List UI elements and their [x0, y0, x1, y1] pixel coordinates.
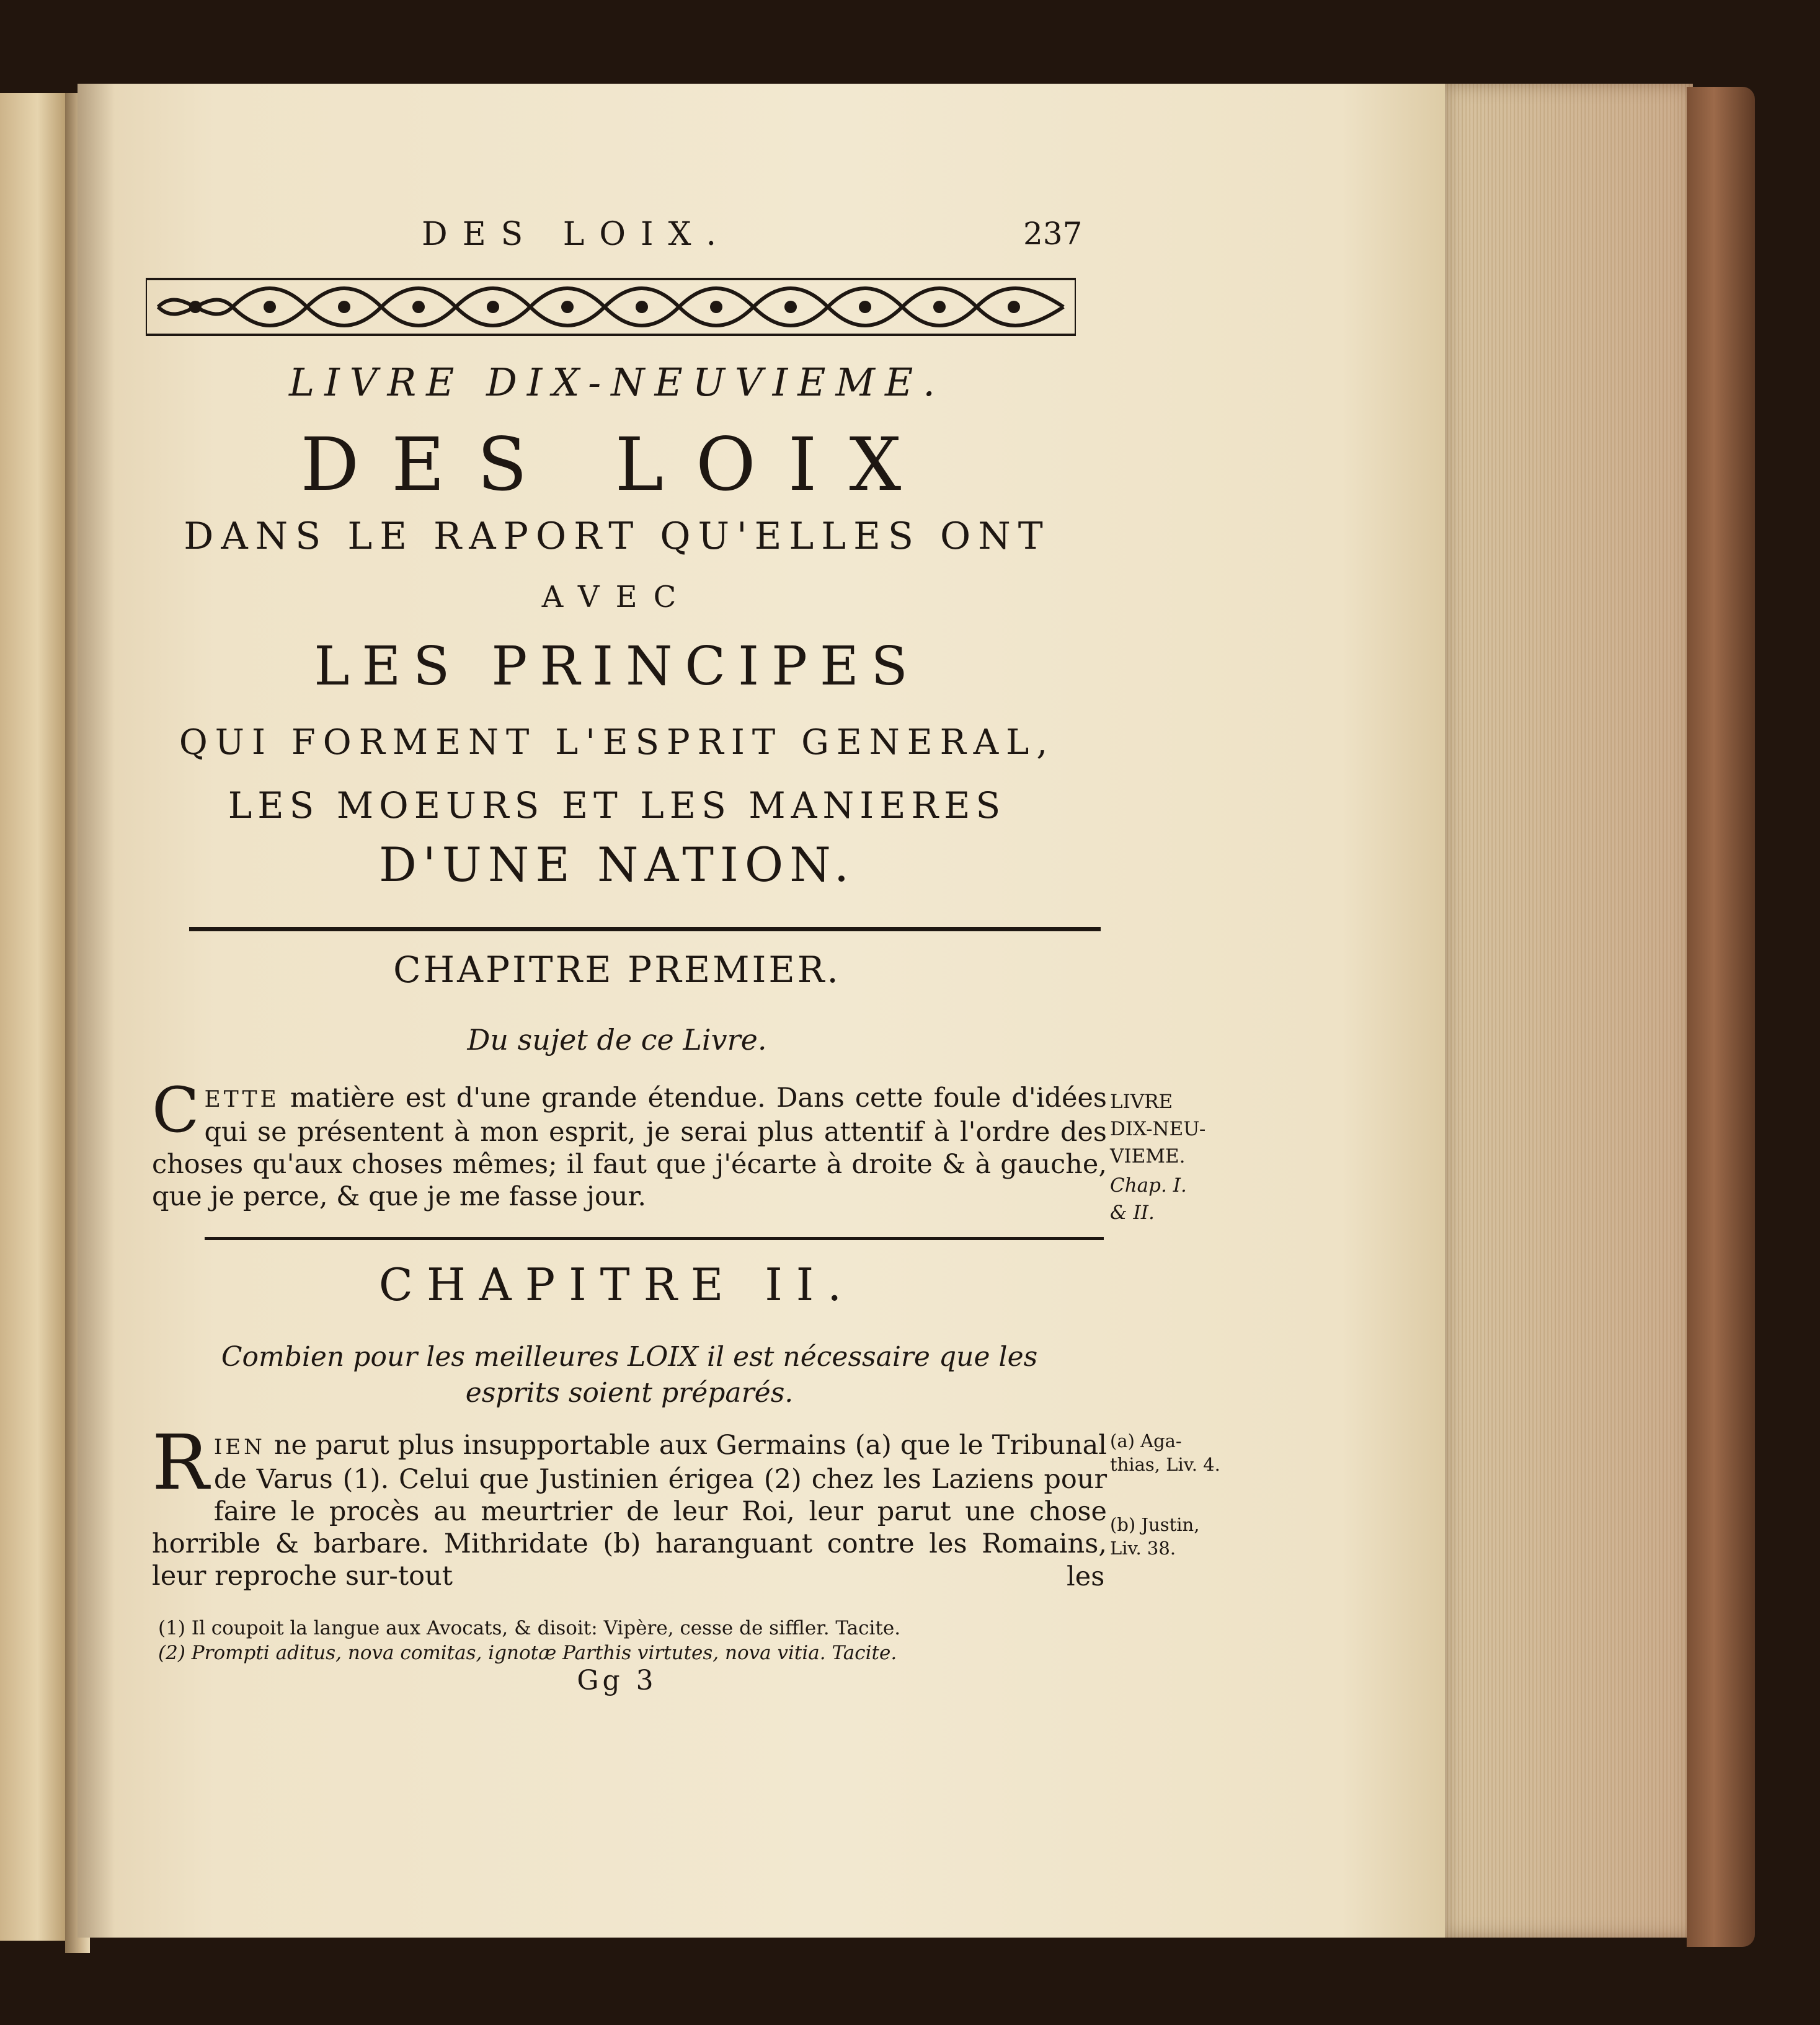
margin-note-book: LIVRE DIX-NEU- VIEME.	[1110, 1091, 1206, 1168]
margin-note-justin: (b) Justin, Liv. 38.	[1110, 1514, 1200, 1559]
running-head: DES LOIX.	[422, 216, 732, 253]
small-caps-lead: ETTE	[204, 1087, 280, 1112]
drop-cap: R	[152, 1419, 209, 1507]
small-caps-lead: IEN	[213, 1435, 265, 1460]
chapter-1-subtitle: Du sujet de ce Livre.	[467, 1023, 767, 1057]
title-line-4: LES PRINCIPES	[314, 636, 920, 698]
catchword: les	[1067, 1561, 1105, 1592]
title-line-2: DANS LE RAPORT QU'ELLES ONT	[184, 515, 1050, 558]
margin-note-agathias: (a) Aga- thias, Liv. 4.	[1110, 1430, 1220, 1475]
decorative-headpiece	[146, 273, 1076, 341]
title-line-3: AVEC	[541, 580, 693, 614]
title-line-6: LES MOEURS ET LES MANIERES	[228, 784, 1006, 826]
signature-mark: Gg 3	[577, 1665, 657, 1696]
page-edges	[1445, 84, 1693, 1938]
book-number: LIVRE DIX-NEUVIEME.	[289, 360, 945, 405]
chapter-1-heading: CHAPITRE PREMIER.	[393, 949, 841, 991]
chapter-2-paragraph	[152, 1419, 1107, 1592]
margin-note-chapters: Chap. I. & II.	[1110, 1174, 1187, 1224]
chapter-1-paragraph	[152, 1074, 1107, 1213]
book-cover	[1687, 87, 1755, 1947]
divider-rule	[205, 1237, 1104, 1240]
drop-cap: C	[152, 1074, 200, 1146]
paragraph-text: matière est d'une grande étendue. Dans cette foule d'idées qui se présentent à mon esprit, je serai plus attentif à l'ordre des choses qu'aux choses mêmes; il faut que j'écarte à droite & à gauche, que je perce, & que je me fasse jour.	[152, 1083, 1107, 1212]
page-number: 237	[1023, 216, 1083, 252]
chapter-2-subtitle: Combien pour les meilleures LOIX il est nécessaire que les esprits soient préparés.	[221, 1341, 1038, 1409]
title-line-1: DES LOIX	[300, 422, 934, 507]
divider-rule	[189, 927, 1101, 931]
footnote-2: (2) Prompti aditus, nova comitas, ignotæ Parthis virtutes, nova vitia. Tacite.	[158, 1642, 897, 1664]
chapter-2-heading: CHAPITRE II.	[378, 1259, 856, 1311]
title-line-5: QUI FORMENT L'ESPRIT GENERAL,	[179, 722, 1055, 763]
title-line-7: D'UNE NATION.	[378, 837, 856, 892]
footnote-1: (1) Il coupoit la langue aux Avocats, & disoit: Vipère, cesse de siffler. Tacite.	[158, 1617, 901, 1639]
paragraph-text: ne parut plus insupportable aux Germains (a) que le Tribunal de Varus (1). Celui que Justinien érigea (2) chez les Laziens pour faire le procès au meurtrier de leur Roi, leur parut une chose horrible & barbare. Mithridate (b) haranguant contre les Romains, leur reproche sur-tout	[152, 1430, 1107, 1592]
